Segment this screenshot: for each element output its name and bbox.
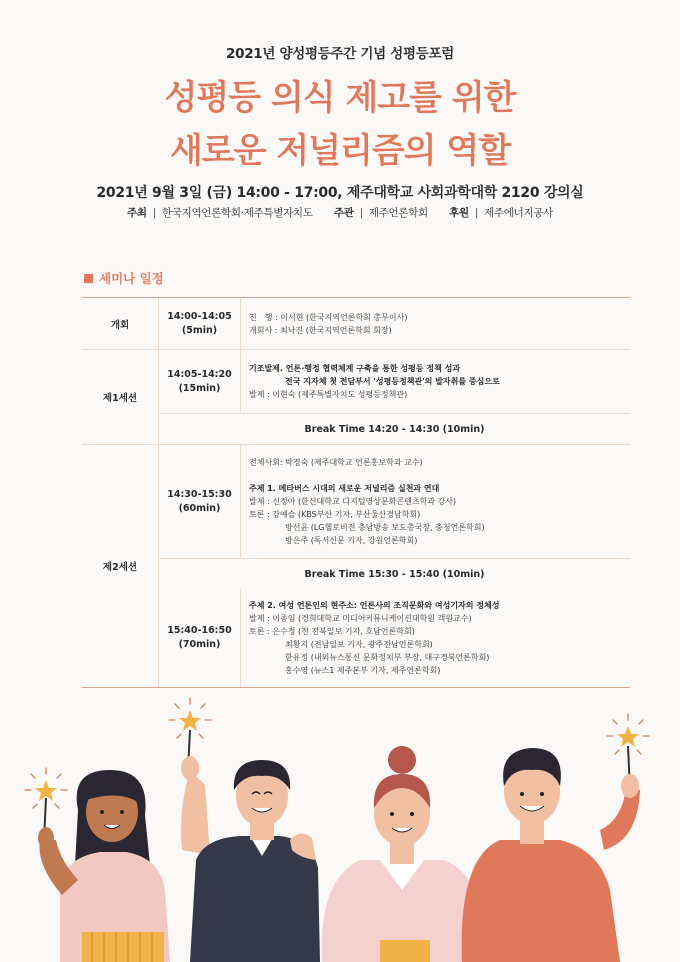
time-range: 14:05-14:20: [167, 368, 232, 380]
duration: (70min): [178, 639, 221, 650]
break-time: Break Time 15:30 - 15:40 (10min): [304, 568, 485, 580]
presenter-line: 발제 : 이종임 (경희대학교 미디어커뮤니케이션대학원 객원교수): [249, 614, 472, 623]
panel-line: 최황지 (전남일보 기자, 광주전남언론학회): [285, 640, 433, 649]
presenter-line: 발제 : 이현숙 (제주특별자치도 성평등정책관): [249, 390, 408, 399]
time-cell: [159, 445, 241, 558]
person-woman-left: [38, 770, 170, 962]
opening-speech-line: 개회사 : 최낙진 (한국지역언론학회 회장): [249, 325, 392, 335]
schedule-section-title: [84, 269, 164, 287]
table-row-session1: [82, 350, 630, 445]
title-line-2: 새로운 저널리즘의 역할: [169, 131, 511, 171]
row-name: 제2세션: [82, 445, 159, 687]
sponsor-value: 제주에너지공사: [484, 207, 553, 219]
duration: (5min): [181, 324, 218, 336]
event-dateline: 2021년 9월 3일 (금) 14:00 - 17:00, 제주대학교 사회과학대학 2120 강의실: [96, 185, 584, 201]
sponsor-label: 후원: [449, 207, 469, 219]
panel-line: 홍수영 (뉴스1 제주본부 기자, 제주언론학회): [285, 666, 441, 675]
panel-line: 한유정 (내외뉴스통신 문화정치부 부장, 대구경북언론학회): [285, 653, 490, 662]
row-name: 개회: [82, 298, 159, 349]
table-row-opening: [82, 298, 630, 350]
time-cell: [159, 298, 241, 349]
presenter-line: 발제 : 신정아 (한신대학교 디지털영상문화콘텐츠학과 강사): [249, 497, 457, 506]
event-subtitle: 2021년 양성평등주간 기념 성평등포럼: [226, 46, 454, 62]
chair-line: 전체사회: 박경숙 (제주대학교 언론홍보학과 교수): [249, 458, 423, 467]
celebration-illustration: [0, 690, 680, 962]
title-line-1: 성평등 의식 제고를 위한: [164, 78, 516, 118]
row-name: 제1세션: [82, 350, 159, 444]
separator: |: [152, 207, 156, 219]
keynote-subtitle: 전국 지자체 첫 전담부서 '성평등정책관'의 발자취를 중심으로: [285, 377, 500, 386]
person-man-right: [462, 748, 640, 962]
topic-line: 주제 1. 메타버스 시대의 새로운 저널리즘 실천과 연대: [249, 484, 440, 493]
program-cell: [241, 350, 630, 413]
separator: |: [474, 207, 479, 219]
duration: (60min): [178, 502, 221, 514]
time-cell: [159, 350, 241, 413]
time-range: 14:30-15:30: [167, 488, 232, 500]
moderator-line: 진 행 : 이서현 (한국지역언론학회 총무이사): [249, 312, 408, 322]
duration: (15min): [178, 382, 221, 394]
time-range: 15:40-16:50: [167, 625, 232, 636]
panel-line: 방선윤 (LG헬로비전 충남방송 보도총국장, 충청언론학회): [285, 523, 485, 532]
organizer-value: 제주언론학회: [368, 207, 428, 219]
panel-line: 토론 : 강예슬 (KBS부산 기자, 부산울산경남학회): [249, 510, 421, 519]
program-cell: [241, 298, 630, 349]
program-cell: [241, 445, 630, 558]
schedule-table: [82, 297, 630, 688]
host-value: 한국지역언론학회·제주특별자치도: [161, 207, 313, 219]
organizer-line: [0, 205, 680, 220]
schedule-heading-text: 세미나 일정: [99, 271, 164, 286]
separator: |: [359, 207, 363, 219]
table-row-session2: [82, 445, 630, 687]
time-cell: [159, 589, 241, 687]
topic-line: 주제 2. 여성 언론인의 현주소: 언론사의 조직문화와 여성기자의 정체성: [249, 601, 500, 610]
time-range: 14:00-14:05: [167, 310, 232, 322]
break-time: Break Time 14:20 - 14:30 (10min): [304, 423, 485, 435]
host-label: 주최: [127, 207, 147, 219]
keynote-title: 기조발제. 언론·행정 협력체계 구축을 통한 성평등 정책 성과: [249, 364, 461, 373]
person-man-center: [181, 756, 320, 962]
program-cell: [241, 589, 630, 687]
square-bullet-icon: [84, 274, 93, 283]
panel-line: 토론 : 은수정 (전 전북일보 기자, 호남언론학회): [249, 627, 415, 636]
organizer-label: 주관: [333, 207, 354, 219]
panel-line: 방은주 (독서신문 기자, 강원언론학회): [285, 536, 418, 545]
